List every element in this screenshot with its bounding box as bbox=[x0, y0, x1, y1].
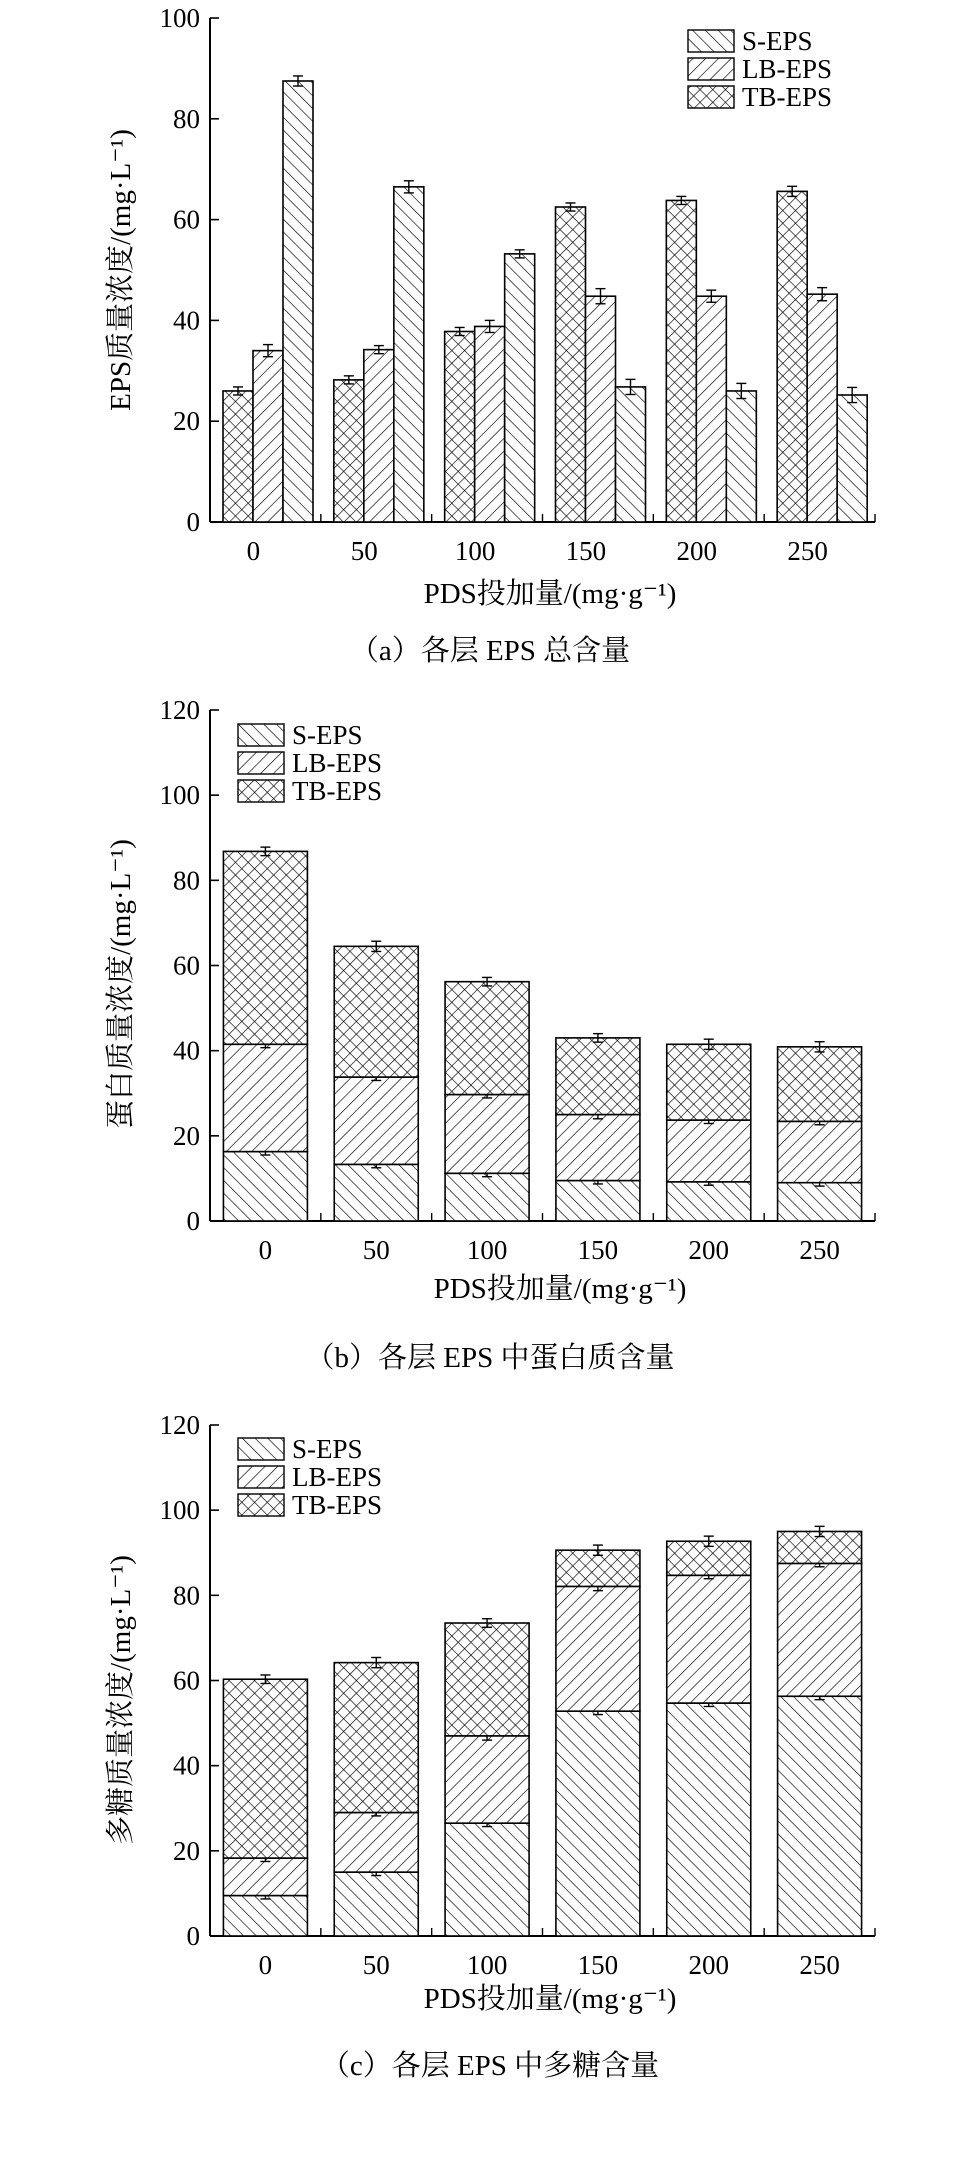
plot-area bbox=[160, 1410, 876, 1980]
chart-a bbox=[0, 0, 963, 690]
bar-segment bbox=[223, 1152, 307, 1221]
bar-segment bbox=[223, 851, 307, 1044]
x-tick-label: 250 bbox=[799, 1235, 840, 1265]
legend-label: LB-EPS bbox=[292, 748, 383, 778]
x-tick-label: 0 bbox=[246, 536, 261, 566]
x-tick-label: 50 bbox=[362, 1950, 390, 1980]
bar bbox=[364, 350, 394, 522]
legend-swatch bbox=[688, 58, 734, 80]
bar bbox=[445, 331, 475, 522]
x-tick-label: 150 bbox=[565, 536, 607, 566]
bar-segment bbox=[334, 1077, 418, 1164]
x-tick-label: 200 bbox=[688, 1950, 729, 1980]
figure-caption: （b）各层 EPS 中蛋白质含量 bbox=[305, 1342, 675, 1374]
figure-caption: （c）各层 EPS 中多糖含量 bbox=[320, 2050, 660, 2082]
x-tick-label: 200 bbox=[676, 536, 717, 566]
x-tick-label: 0 bbox=[258, 1235, 273, 1265]
bar-segment bbox=[334, 1164, 418, 1221]
x-tick-label: 50 bbox=[350, 536, 378, 566]
bar-segment bbox=[223, 1858, 307, 1895]
x-tick-label: 100 bbox=[466, 1950, 508, 1980]
bar-segment bbox=[334, 1813, 418, 1873]
x-axis-label: PDS投加量/(mg·g⁻¹) bbox=[423, 1983, 677, 2015]
x-tick-label: 250 bbox=[799, 1950, 840, 1980]
y-tick-label: 20 bbox=[173, 406, 200, 437]
figure-caption: （a）各层 EPS 总含量 bbox=[349, 635, 631, 667]
bar-segment bbox=[223, 1679, 307, 1858]
legend-swatch bbox=[688, 86, 734, 108]
x-tick-label: 100 bbox=[466, 1235, 508, 1265]
legend-label: S-EPS bbox=[292, 1434, 363, 1464]
y-axis-label: 蛋白质量浓度/(mg·L⁻¹) bbox=[105, 839, 137, 1129]
legend-label: TB-EPS bbox=[742, 82, 833, 112]
bar-segment bbox=[223, 1044, 307, 1151]
bar-segment bbox=[556, 1038, 640, 1115]
bar bbox=[837, 395, 867, 522]
legend-swatch bbox=[238, 724, 284, 746]
x-axis-label: PDS投加量/(mg·g⁻¹) bbox=[433, 1273, 687, 1305]
y-tick-label: 60 bbox=[173, 950, 200, 981]
x-tick-label: 150 bbox=[577, 1950, 619, 1980]
bar bbox=[505, 254, 535, 522]
bar bbox=[616, 387, 646, 522]
y-tick-label: 80 bbox=[173, 865, 200, 896]
bar-segment bbox=[334, 1872, 418, 1936]
y-tick-label: 40 bbox=[173, 1035, 200, 1066]
bar-segment bbox=[667, 1703, 751, 1936]
bar-segment bbox=[445, 1623, 529, 1736]
legend-swatch bbox=[238, 1494, 284, 1516]
bar-segment bbox=[334, 1663, 418, 1813]
chart-b bbox=[0, 690, 963, 1400]
y-axis-label: EPS质量浓度/(mg·L⁻¹) bbox=[105, 129, 137, 411]
y-axis-label: 多糖质量浓度/(mg·L⁻¹) bbox=[105, 1555, 137, 1845]
y-tick-label: 0 bbox=[186, 1921, 200, 1951]
y-tick-label: 120 bbox=[159, 1410, 200, 1440]
bar-segment bbox=[667, 1120, 751, 1182]
bar-segment bbox=[556, 1181, 640, 1221]
legend-label: S-EPS bbox=[742, 26, 813, 56]
x-axis-label: PDS投加量/(mg·g⁻¹) bbox=[423, 578, 677, 610]
bar bbox=[807, 294, 837, 522]
x-tick-label: 150 bbox=[577, 1235, 619, 1265]
x-tick-label: 50 bbox=[362, 1235, 390, 1265]
y-tick-label: 80 bbox=[173, 103, 200, 134]
legend-label: TB-EPS bbox=[292, 776, 383, 806]
bar-segment bbox=[445, 1173, 529, 1221]
y-tick-label: 0 bbox=[186, 507, 200, 537]
x-tick-label: 0 bbox=[258, 1950, 273, 1980]
bar-segment bbox=[445, 1736, 529, 1823]
bar-segment bbox=[667, 1044, 751, 1120]
bar-segment bbox=[556, 1586, 640, 1711]
legend-label: LB-EPS bbox=[292, 1462, 383, 1492]
bar-segment bbox=[445, 982, 529, 1095]
y-tick-label: 40 bbox=[173, 305, 200, 336]
legend-swatch bbox=[238, 1466, 284, 1488]
y-tick-label: 60 bbox=[173, 204, 200, 235]
bar bbox=[726, 391, 756, 522]
bar-segment bbox=[778, 1563, 862, 1696]
bar-segment bbox=[445, 1095, 529, 1174]
bar bbox=[334, 380, 364, 522]
y-tick-label: 20 bbox=[173, 1120, 200, 1151]
bar-segment bbox=[778, 1047, 862, 1122]
legend-label: TB-EPS bbox=[292, 1490, 383, 1520]
bar-segment bbox=[556, 1711, 640, 1936]
x-tick-label: 250 bbox=[787, 536, 828, 566]
plot-area bbox=[160, 3, 876, 566]
bar-segment bbox=[334, 946, 418, 1077]
bar bbox=[283, 81, 313, 522]
y-tick-label: 40 bbox=[173, 1750, 200, 1781]
bar-segment bbox=[667, 1182, 751, 1221]
bar bbox=[777, 191, 807, 522]
legend-swatch bbox=[688, 30, 734, 52]
legend-label: LB-EPS bbox=[742, 54, 833, 84]
bar bbox=[666, 200, 696, 522]
y-tick-label: 0 bbox=[186, 1206, 200, 1236]
bar bbox=[253, 351, 283, 522]
bar bbox=[586, 296, 616, 522]
bar bbox=[556, 207, 586, 522]
x-tick-label: 100 bbox=[454, 536, 496, 566]
legend-swatch bbox=[238, 780, 284, 802]
bar-segment bbox=[556, 1115, 640, 1181]
bar-segment bbox=[667, 1575, 751, 1703]
legend-swatch bbox=[238, 752, 284, 774]
y-tick-label: 100 bbox=[159, 3, 200, 33]
bar-segment bbox=[778, 1121, 862, 1182]
bar-segment bbox=[445, 1823, 529, 1936]
chart-c bbox=[0, 1400, 963, 2171]
bar-segment bbox=[778, 1183, 862, 1221]
bar bbox=[475, 326, 505, 522]
y-tick-label: 60 bbox=[173, 1665, 200, 1696]
bar-segment bbox=[778, 1696, 862, 1936]
bar-segment bbox=[223, 1896, 307, 1936]
bar bbox=[696, 296, 726, 522]
legend-swatch bbox=[238, 1438, 284, 1460]
bar bbox=[223, 391, 253, 522]
y-tick-label: 80 bbox=[173, 1580, 200, 1611]
legend-label: S-EPS bbox=[292, 720, 363, 750]
y-tick-label: 100 bbox=[159, 780, 200, 811]
plot-area bbox=[160, 695, 876, 1265]
y-tick-label: 100 bbox=[159, 1495, 200, 1526]
y-tick-label: 20 bbox=[173, 1835, 200, 1866]
x-tick-label: 200 bbox=[688, 1235, 729, 1265]
y-tick-label: 120 bbox=[159, 695, 200, 725]
bar bbox=[394, 187, 424, 522]
